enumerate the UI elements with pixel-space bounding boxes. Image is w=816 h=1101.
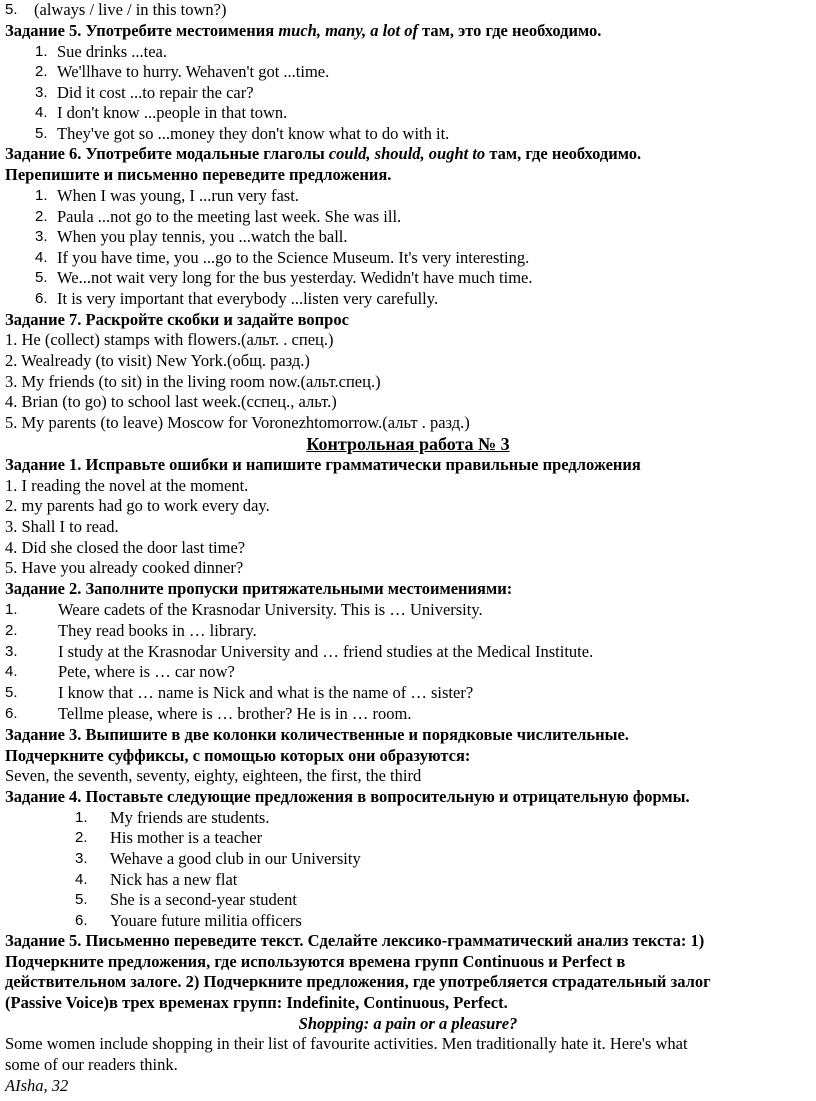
- task-label: Задание 5.: [5, 21, 82, 40]
- control-work-title: Контрольная работа № 3: [306, 434, 510, 454]
- text-line: [5, 1055, 806, 1075]
- list-item-text: Tellme please, where is … brother? He is in … room.: [58, 704, 412, 723]
- task-label: Задание 7.: [5, 310, 82, 329]
- text-line: [5, 517, 806, 537]
- list-item: [5, 103, 806, 123]
- task-label: Задание 5.: [5, 931, 82, 950]
- list-item: [5, 62, 806, 82]
- list-item-text: If you have time, you ...go to the Science Museum. It's very interesting.: [57, 248, 530, 267]
- task-instruction: Заполните пропуски притяжательными местоимениями:: [85, 579, 513, 598]
- list-number: 1.: [35, 187, 48, 204]
- list-item-text: I know that … name is Nick and what is the name of … sister?: [58, 683, 474, 702]
- task-heading: [5, 21, 806, 41]
- list-number: 6.: [75, 912, 88, 929]
- list-item-text: Nick has a new flat: [110, 870, 238, 889]
- list-item: [5, 704, 806, 724]
- text-line: [5, 330, 806, 350]
- list-number: 3.: [35, 84, 48, 101]
- list-item-text: It is very important that everybody ...listen very carefully.: [57, 289, 439, 308]
- task-label: Задание 4.: [5, 787, 82, 806]
- task-heading: [5, 310, 806, 330]
- text-line: [5, 1034, 806, 1054]
- instruction-line: [5, 952, 806, 972]
- text-line: [5, 1076, 806, 1096]
- plain-text: 3. Shall I to read.: [5, 517, 119, 536]
- task-heading: [5, 787, 806, 807]
- plain-text: 2. my parents had go to work every day.: [5, 496, 270, 515]
- reading-title: Shopping: a pain or a pleasure?: [298, 1014, 518, 1033]
- list-item-text: (always / live / in this town?): [34, 0, 227, 19]
- list-item-text: She is a second-year student: [110, 890, 297, 909]
- list-item: [5, 642, 806, 662]
- list-item: [5, 207, 806, 227]
- text-line: [5, 496, 806, 516]
- list-number: 4.: [35, 249, 48, 266]
- list-number: 3.: [35, 228, 48, 245]
- list-number: 6.: [5, 705, 18, 722]
- list-item: [5, 683, 806, 703]
- plain-text: 4. Did she closed the door last time?: [5, 538, 246, 557]
- list-item: [5, 289, 806, 309]
- text-line: [5, 538, 806, 558]
- list-item: [5, 621, 806, 641]
- text-line: [5, 766, 806, 786]
- text-line: [5, 413, 806, 433]
- list-item-text: My friends are students.: [110, 808, 270, 827]
- list-item: [5, 227, 806, 247]
- author-line: AIsha, 32: [5, 1076, 69, 1095]
- list-item: [5, 248, 806, 268]
- list-item: [5, 870, 806, 890]
- task-heading: [5, 931, 806, 951]
- section-title: [0, 434, 816, 454]
- text-line: [5, 351, 806, 371]
- list-number: 5.: [35, 125, 48, 142]
- list-item-text: We'llhave to hurry. Wehaven't got ...time.: [57, 62, 330, 81]
- list-number: 4.: [5, 663, 18, 680]
- plain-text: 5. My parents (to leave) Moscow for Voronezhtomorrow.(альт . разд.): [5, 413, 470, 432]
- list-item-text: I study at the Krasnodar University and … friend studies at the Medical Institute.: [58, 642, 594, 661]
- list-number: 5.: [75, 891, 88, 908]
- instruction-line: [5, 165, 806, 185]
- list-number: 1.: [35, 43, 48, 60]
- list-item-text: I don't know ...people in that town.: [57, 103, 288, 122]
- list-number: 4.: [35, 104, 48, 121]
- list-item-text: His mother is a teacher: [110, 828, 263, 847]
- bold-text: действительном залоге. 2) Подчеркните предложения, где употребляется страдательный залог: [5, 972, 711, 991]
- list-item-text: Wehave a good club in our University: [110, 849, 361, 868]
- plain-text: 5. Have you already cooked dinner?: [5, 558, 244, 577]
- task-instruction-end: там, где необходимо.: [485, 144, 642, 163]
- task-keywords: much, many, a lot of: [278, 21, 418, 40]
- list-item: [5, 828, 806, 848]
- list-number: 1.: [5, 601, 18, 618]
- text-line: [5, 392, 806, 412]
- list-item-text: Sue drinks ...tea.: [57, 42, 167, 61]
- task-heading: [5, 455, 806, 475]
- list-number: 2.: [5, 622, 18, 639]
- task-label: Задание 1.: [5, 455, 82, 474]
- list-item: [5, 808, 806, 828]
- list-item-text: Youare future militia officers: [110, 911, 302, 930]
- list-item: [5, 83, 806, 103]
- list-item: [5, 662, 806, 682]
- task-instruction: Поставьте следующие предложения в вопросительную и отрицательную формы.: [85, 787, 690, 806]
- list-number: 6.: [35, 290, 48, 307]
- plain-text: 4. Brian (to go) to school last week.(cспец., альт.): [5, 392, 337, 411]
- text-line: [5, 476, 806, 496]
- list-number: 2.: [35, 208, 48, 225]
- list-item-text: When you play tennis, you ...watch the ball.: [57, 227, 348, 246]
- task-label: Задание 2.: [5, 579, 82, 598]
- task-instruction: Употребите местоимения: [85, 21, 279, 40]
- list-item-text: Pete, where is … car now?: [58, 662, 235, 681]
- list-number: 1.: [75, 809, 88, 826]
- list-item: [5, 42, 806, 62]
- list-item-text: They've got so ...money they don't know what to do with it.: [57, 124, 450, 143]
- list-number: 3.: [75, 850, 88, 867]
- plain-text: 3. My friends (to sit) in the living room now.(альт.спец.): [5, 372, 381, 391]
- task-instruction-end: там, это где необходимо.: [417, 21, 602, 40]
- instruction-line: [5, 972, 806, 992]
- task-heading: [5, 579, 806, 599]
- list-number: 2.: [75, 829, 88, 846]
- task-heading: [5, 144, 806, 164]
- list-item: [5, 268, 806, 288]
- task-instruction: Исправьте ошибки и напишите грамматически правильные предложения: [85, 455, 641, 474]
- plain-text: Seven, the seventh, seventy, eighty, eighteen, the first, the third: [5, 766, 422, 785]
- list-item-text: They read books in … library.: [58, 621, 257, 640]
- list-item: [5, 849, 806, 869]
- instruction-line: [5, 746, 806, 766]
- instruction-line: [5, 725, 806, 745]
- list-number: 2.: [35, 63, 48, 80]
- list-item-text: We...not wait very long for the bus yesterday. Wedidn't have much time.: [57, 268, 533, 287]
- text-title: [0, 1014, 816, 1034]
- plain-text: 1. I reading the novel at the moment.: [5, 476, 249, 495]
- list-number: 5.: [35, 269, 48, 286]
- bold-text: Перепишите и письменно переведите предложения.: [5, 165, 392, 184]
- bold-text: Подчеркните предложения, где используются времена групп Continuous и Perfect в: [5, 952, 626, 971]
- text-line: [5, 558, 806, 578]
- plain-text: 2. Wealready (to visit) New York.(общ. разд.): [5, 351, 310, 370]
- list-item-text: Paula ...not go to the meeting last week. She was ill.: [57, 207, 402, 226]
- task-instruction: Письменно переведите текст. Сделайте лексико-грамматический анализ текста: 1): [85, 931, 705, 950]
- list-item: [5, 186, 806, 206]
- bold-text: Задание 3. Выпишите в две колонки количественные и порядковые числительные.: [5, 725, 629, 744]
- list-number: 5.: [5, 684, 18, 701]
- list-item: [5, 890, 806, 910]
- plain-text: Some women include shopping in their list of favourite activities. Men traditionally hate it. Here's what: [5, 1034, 688, 1053]
- bold-text: Подчеркните суффиксы, с помощью которых они образуются:: [5, 746, 471, 765]
- list-item-text: When I was young, I ...run very fast.: [57, 186, 299, 205]
- bold-text: (Passive Voice)в трех временах групп: Indefinite, Continuous, Perfect.: [5, 993, 508, 1012]
- task-instruction: Раскройте скобки и задайте вопрос: [85, 310, 349, 329]
- list-item: [5, 600, 806, 620]
- list-item: [5, 124, 806, 144]
- list-item-text: Weare cadets of the Krasnodar University. This is … University.: [58, 600, 483, 619]
- list-item-text: Did it cost ...to repair the car?: [57, 83, 254, 102]
- plain-text: some of our readers think.: [5, 1055, 178, 1074]
- text-line: [5, 372, 806, 392]
- list-item: [5, 0, 806, 20]
- plain-text: 1. He (collect) stamps with flowers.(альт. . спец.): [5, 330, 334, 349]
- list-item: [5, 911, 806, 931]
- list-number: 3.: [5, 643, 18, 660]
- instruction-line: [5, 993, 806, 1013]
- task-label: Задание 6.: [5, 144, 82, 163]
- list-number: 4.: [75, 871, 88, 888]
- task-keywords: could, should, ought to: [328, 144, 486, 163]
- task-instruction: Употребите модальные глаголы: [85, 144, 329, 163]
- list-number: 5.: [5, 1, 18, 18]
